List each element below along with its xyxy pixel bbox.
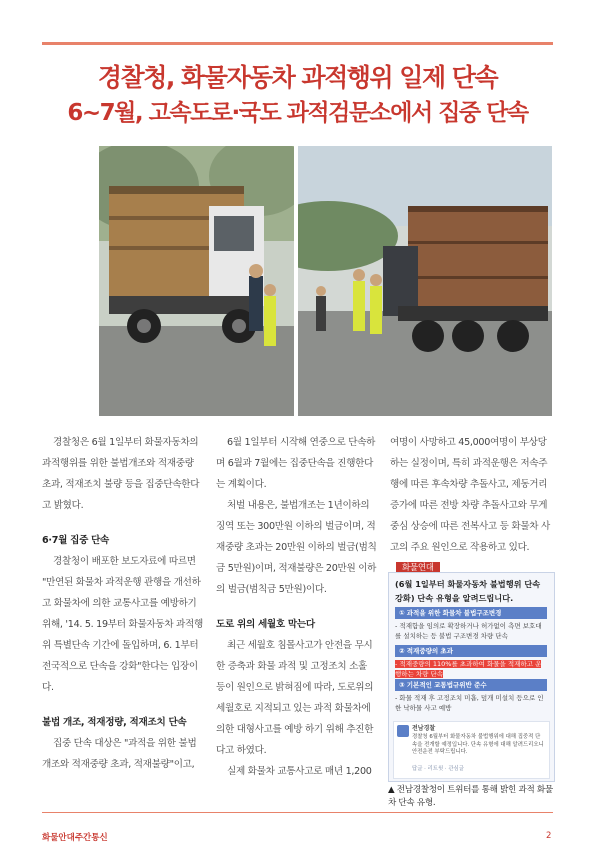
section-heading: 불법 개조, 적재정량, 적재조치 단속 <box>42 717 187 728</box>
top-rule <box>42 42 553 45</box>
tweet-post <box>393 721 550 779</box>
paragraph: 여명이 사망하고 45,000여명이 부상당하는 실정이며, 특히 과적운행은 저속주행에 따른 후속차량 추돌사고, 제동거리 증가에 따른 전방 차량 추돌사고와 무게중심 상승에 따른 전복사고 등 화물차 사고의 주요 원인으로 작용하고 있다.화물연대 <box>390 437 550 573</box>
section-heading: 도로 위의 세월호 막는다 <box>216 619 315 630</box>
paragraph: 경찰청은 6월 1일부터 화물자동차의 과적행위를 위한 불법개조와 적재중량 초과, 적재조치 불량 등을 집중단속한다고 밝혔다. <box>42 437 200 511</box>
article-column-1 <box>42 432 204 775</box>
page-number: 2 <box>546 831 552 841</box>
paragraph: 최근 세월호 침몰사고가 안전을 무시한 증축과 화물 과적 및 고정조치 소홀 등이 원인으로 밝혀짐에 따라, 도로위의 세월호로 지적되고 있는 과적 화물차에 의한 대형사고를 예방 하기 위해 추진한다고 하였다. <box>216 640 374 756</box>
photo-truck-inspection-right <box>298 146 552 416</box>
tweet-section-1: ① 과적을 위한 화물차 불법구조변경 - 적재함을 임의로 확장하거나 허가없이 측면 보호대를 설치하는 등 불법 구조변경 차량 단속 <box>395 607 547 641</box>
tweet-author: 전남경찰 <box>412 725 436 732</box>
tweet-text: 경찰청 6월부터 화물자동차 불법행위에 대해 집중적 단속을 전개할 예정입니다. 단속 유형에 대해 알려드리오니 안전운전 부탁드립니다. <box>412 734 544 755</box>
footer-rule <box>42 812 553 813</box>
article-column-3 <box>390 432 553 579</box>
avatar <box>397 725 409 737</box>
paragraph: 실제 화물차 교통사고로 매년 1,200 <box>227 766 372 777</box>
paragraph: 6월 1일부터 시작해 연중으로 단속하며 6월과 7월에는 집중단속을 진행한다는 계획이다. <box>216 437 376 490</box>
tweet-actions: 답글 · 리트윗 · 관심글 <box>412 766 464 772</box>
headline: 경찰청, 화물자동차 과적행위 일제 단속 <box>97 63 498 92</box>
tweet-section-2: ② 적재중량의 초과 - 적재중량의 110%를 초과하여 화물을 적재하고 운행하는 차량 단속 <box>395 645 547 679</box>
subheadline: 6~7월, 고속도로·국도 과적검문소에서 집중 단속 <box>67 100 528 126</box>
footer-publication: 화물안대주간통신 <box>42 833 108 843</box>
tweet-screenshot-image <box>388 572 555 782</box>
article-column-2 <box>216 432 378 782</box>
paragraph: 처벌 내용은, 불법개조는 1년이하의 징역 또는 300만원 이하의 벌금이며, 적재중량 초과는 20만원 이하의 벌금(범칙금 5만원)이며, 적재불량은 20만원 이하의 벌금(범칙금 5만원)이다. <box>216 500 377 595</box>
photo-truck-inspection-left <box>99 146 294 416</box>
section-heading: 6·7월 집중 단속 <box>42 535 110 546</box>
tweet-image-heading: (6월 1일부터 화물자동차 불법행위 단속강화) 단속 유형을 알려드립니다. <box>395 579 541 603</box>
tweet-section-3: ③ 기본적인 교통법규위반 준수 - 화물 적재 후 고정조치 미흡, 덮개 미설치 등으로 인한 낙하물 사고 예방 <box>395 679 547 713</box>
byline-tag: 화물연대 <box>396 562 440 575</box>
image-caption: ▲ 전남경찰청이 트위터를 통해 밝힌 과적 화물차 단속 유형. <box>388 785 553 808</box>
paragraph: 집중 단속 대상은 "과적을 위한 불법개조와 적재중량 초과, 적재불량"이고, <box>42 738 197 770</box>
paragraph: 경찰청이 배포한 보도자료에 따르면 "만연된 화물차 과적운행 관행을 개선하고 화물차에 의한 교통사고를 예방하기 위해, '14. 5. 19부터 화물자동차 과적행위 특별단속 기간에 돌입하며, 6. 1부터 전국적으로 단속을 강화"한다는 입장이다. <box>42 556 203 693</box>
